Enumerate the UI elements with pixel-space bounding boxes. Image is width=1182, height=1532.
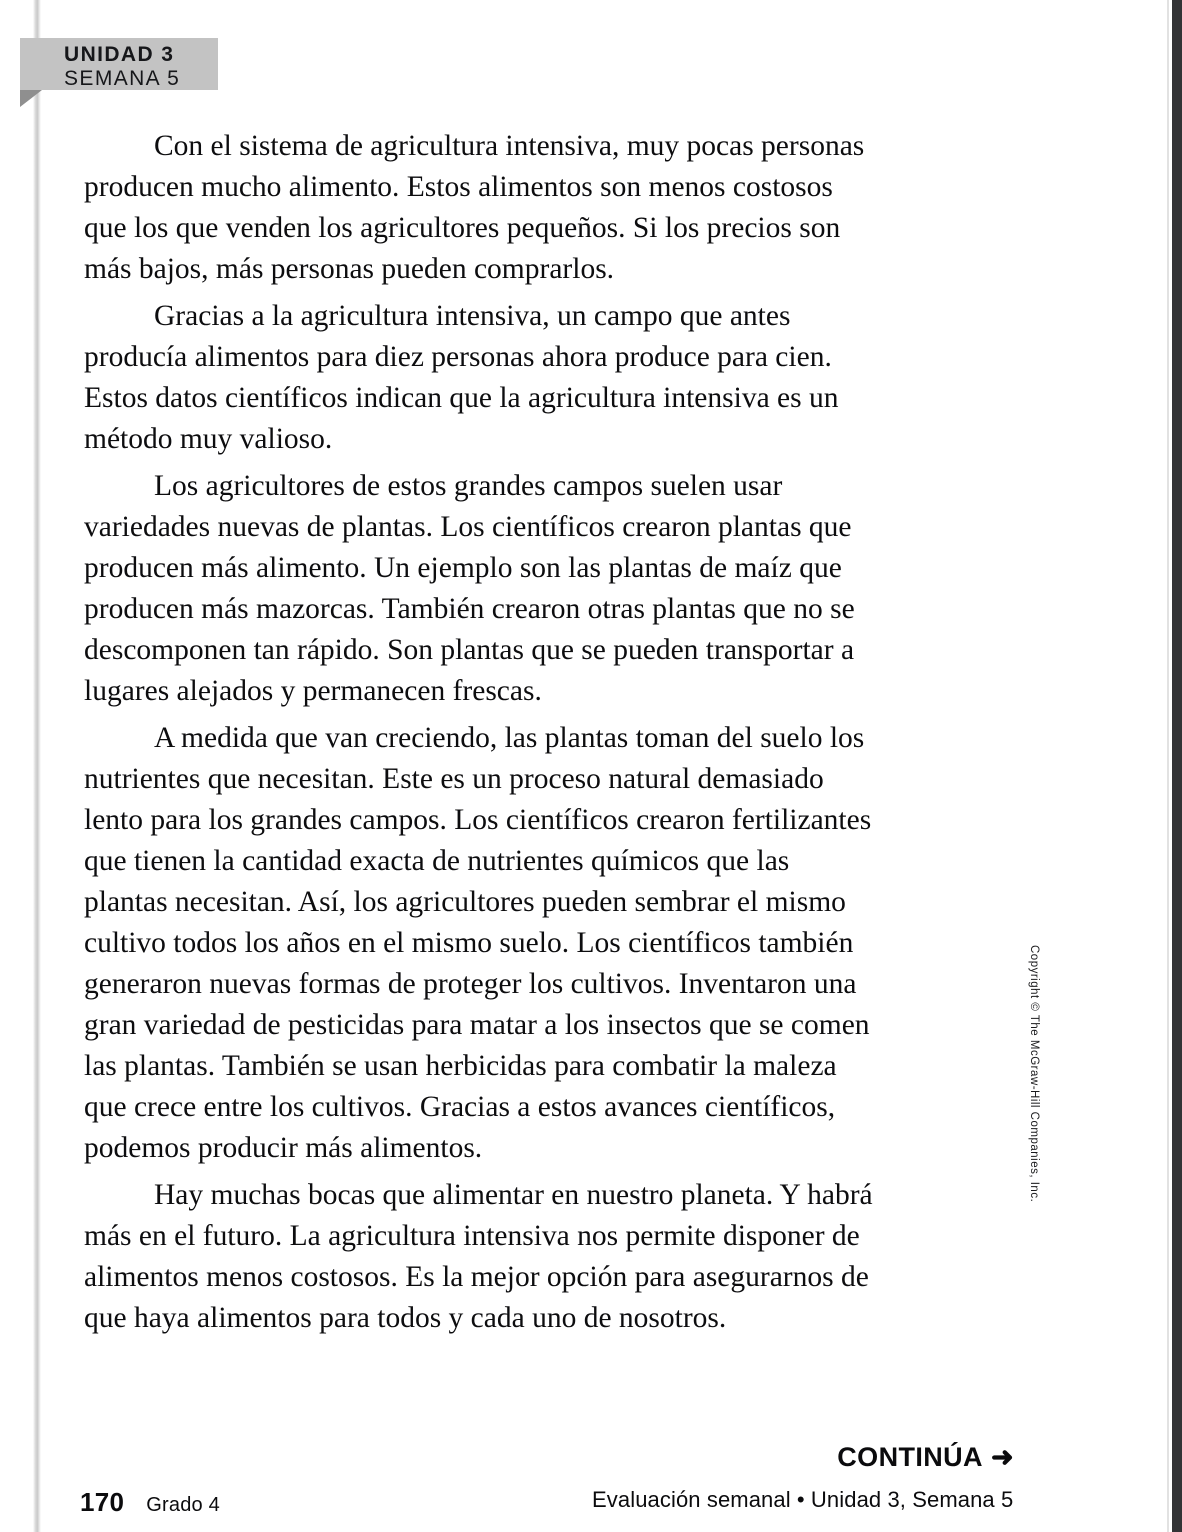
passage-body: [84, 126, 874, 1339]
passage-paragraph: Gracias a la agricultura intensiva, un campo que antes producía alimentos para diez personas ahora produce para cien. Estos datos científicos indican que la agricultura intensiva es un método muy valioso.: [84, 300, 839, 455]
copyright-notice: Copyright © The McGraw-Hill Companies, Inc.: [1028, 945, 1040, 1203]
page-right-hairline: [1167, 0, 1169, 1532]
page-number: 170: [80, 1487, 125, 1517]
page-gutter-shadow: [33, 0, 41, 1532]
passage-paragraph: Hay muchas bocas que alimentar en nuestro planeta. Y habrá más en el futuro. La agricultura intensiva nos permite disponer de alimentos menos costosos. Es la mejor opción para asegurarnos de que haya alimentos para todos y cada uno de nosotros.: [84, 1179, 873, 1334]
footer-left-group: [80, 1487, 220, 1518]
continue-label: CONTINÚA: [837, 1442, 983, 1472]
unit-label: UNIDAD 3: [64, 43, 175, 66]
passage-paragraph: Con el sistema de agricultura intensiva, muy pocas personas producen mucho alimento. Estos alimentos son menos costosos que los que venden los agricultores pequeños. Si los precios son más bajos, más personas pueden comprarlos.: [84, 130, 865, 285]
week-label: SEMANA 5: [64, 67, 181, 90]
assessment-footer-label: Evaluación semanal • Unidad 3, Semana 5: [592, 1487, 1014, 1512]
passage-paragraph: A medida que van creciendo, las plantas toman del suelo los nutrientes que necesitan. Este es un proceso natural demasiado lento para los grandes campos. Los científicos crearon fertilizantes que tienen la cantidad exacta de nutrientes químicos que las plantas necesitan. Así, los agricultores pueden sembrar el mismo cultivo todos los años en el mismo suelo. Los científicos también generaron nuevas formas de proteger los cultivos. Inventaron una gran variedad de pesticidas para matar a los insectos que se comen las plantas. También se usan herbicidas para combatir la maleza que crece entre los cultivos. Gracias a estos avances científicos, podemos producir más alimentos.: [84, 722, 872, 1164]
arrow-right-icon: ➜: [990, 1442, 1014, 1472]
page-right-dark-edge: [1172, 0, 1182, 1532]
continue-indicator: [837, 1442, 1014, 1473]
grade-label: Grado 4: [146, 1494, 220, 1516]
unit-week-tab: [20, 38, 218, 90]
unit-tab-fold-corner: [20, 90, 42, 107]
passage-paragraph: Los agricultores de estos grandes campos suelen usar variedades nuevas de plantas. Los científicos crearon plantas que producen más alimento. Un ejemplo son las plantas de maíz que producen más mazorcas. También crearon otras plantas que no se descomponen tan rápido. Son plantas que se pueden transportar a lugares alejados y permanecen frescas.: [84, 470, 855, 707]
